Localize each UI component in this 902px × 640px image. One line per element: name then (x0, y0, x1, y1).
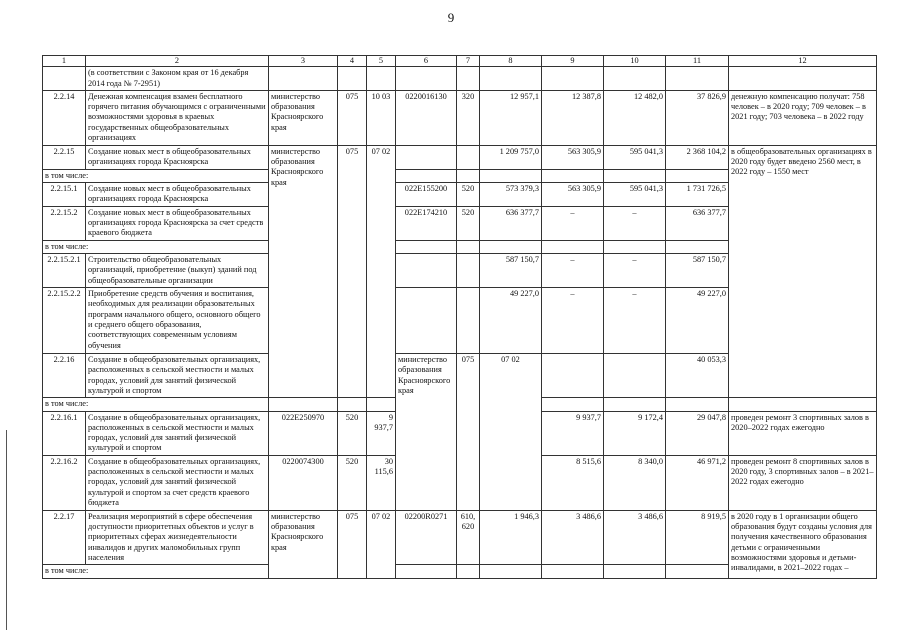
csr-code: 022E250970 (269, 411, 338, 455)
csr-code: 022E155200 (396, 183, 457, 207)
col-header: 6 (396, 56, 457, 67)
col-header: 1 (43, 56, 86, 67)
value-2021: 563 305,9 (542, 183, 604, 207)
row-number: 2.2.15.1 (43, 183, 86, 207)
agency: министерство образования Красноярского края (396, 354, 457, 511)
csr-code: 0220016130 (396, 90, 457, 145)
row-number: 2.2.16 (43, 354, 86, 398)
value-2022: – (604, 288, 666, 354)
value-2020: 587 150,7 (480, 254, 542, 288)
vr-code: 320 (457, 90, 480, 145)
table-row (43, 90, 877, 145)
page-number: 9 (447, 10, 455, 25)
csr-code: 022E174210 (396, 206, 457, 240)
value-2022: 8 340,0 (604, 455, 666, 510)
value-total: 636 377,7 (666, 206, 729, 240)
col-header: 2 (86, 56, 269, 67)
csr-code (396, 145, 457, 169)
grbs-code: 075 (457, 354, 480, 511)
measure-name: Реализация мероприятий в сфере обеспечения доступности приоритетных объектов и услуг в приоритетных сферах жизнедеятельности инвалидов и других маломобильных групп населения (86, 510, 269, 564)
value-2020: 636 377,7 (480, 206, 542, 240)
including-label: в том числе: (43, 240, 269, 253)
row-number: 2.2.15.2.1 (43, 254, 86, 288)
col-header: 7 (457, 56, 480, 67)
row-number: 2.2.17 (43, 510, 86, 564)
value-2020: 12 957,1 (480, 90, 542, 145)
value-2020: 49 227,0 (480, 288, 542, 354)
col-header: 4 (338, 56, 367, 67)
col-header: 9 (542, 56, 604, 67)
col-header: 8 (480, 56, 542, 67)
expected-result: в общеобразовательных организациях в 2020 году будет введено 2560 мест, в 2022 году – 1550 мест (729, 145, 877, 397)
expected-result: денежную компенсацию получат: 758 человек – в 2020 году; 709 человек – в 2021 году; 703 человека – в 2022 году (729, 90, 877, 145)
row-number: 2.2.14 (43, 90, 86, 145)
value-2021: – (542, 206, 604, 240)
row-number: 2.2.15.2 (43, 206, 86, 240)
col-header: 5 (367, 56, 396, 67)
value-2022: – (604, 206, 666, 240)
value-2022: 3 486,6 (604, 510, 666, 564)
rz-pr-code: 10 03 (367, 90, 396, 145)
rz-pr-code: 07 02 (367, 510, 396, 578)
value-2021: 8 515,6 (542, 455, 604, 510)
vr-code (457, 145, 480, 169)
measure-name: (в соответствии с Законом края от 16 декабря 2014 года № 7-2951) (86, 67, 269, 91)
including-label: в том числе: (43, 398, 269, 411)
vr-code: 520 (338, 411, 367, 455)
table-row (43, 145, 877, 169)
value-total: 8 919,5 (666, 510, 729, 564)
value-2020: 30 115,6 (367, 455, 396, 510)
value-total: 37 826,9 (666, 90, 729, 145)
measure-name: Приобретение средств обучения и воспитания, необходимых для реализации образовательных программ начального общего, основного общего и среднего общего образования, соответствующих современным условиям обучения (86, 288, 269, 354)
table-row (43, 67, 877, 91)
col-header: 3 (269, 56, 338, 67)
grbs-code: 075 (338, 145, 367, 397)
col-header: 10 (604, 56, 666, 67)
col-header: 12 (729, 56, 877, 67)
value-2021: 9 937,7 (542, 411, 604, 455)
program-measures-table (42, 55, 877, 579)
value-2020: 9 937,7 (367, 411, 396, 455)
measure-name: Создание новых мест в общеобразовательных организациях города Красноярска за счет средств краевого бюджета (86, 206, 269, 240)
measure-name: Создание новых мест в общеобразовательных организациях города Красноярска (86, 145, 269, 169)
row-number: 2.2.16.1 (43, 411, 86, 455)
agency: министерство образования Красноярского края (269, 145, 338, 397)
row-number: 2.2.15.2.2 (43, 288, 86, 354)
measure-name: Создание новых мест в общеобразовательных организациях города Красноярска (86, 183, 269, 207)
value-2021: 3 486,6 (542, 510, 604, 564)
value-2020: 573 379,3 (480, 183, 542, 207)
value-2021: – (542, 288, 604, 354)
value-total: 49 227,0 (666, 288, 729, 354)
csr-code: 0220074300 (269, 455, 338, 510)
table-row (43, 510, 877, 564)
vr-code: 520 (457, 183, 480, 207)
value-2022: 595 041,3 (604, 145, 666, 169)
rz-pr-code: 07 02 (367, 145, 396, 397)
including-label: в том числе: (43, 169, 269, 182)
csr-code: 02200R0271 (396, 510, 457, 564)
value-total: 1 731 726,5 (666, 183, 729, 207)
value-2022: 12 482,0 (604, 90, 666, 145)
rz-pr-code: 07 02 (480, 354, 542, 511)
row-number: 2.2.15 (43, 145, 86, 169)
value-2021: – (542, 254, 604, 288)
row-number: 2.2.16.2 (43, 455, 86, 510)
value-total: 46 971,2 (666, 455, 729, 510)
value-2022: – (604, 254, 666, 288)
value-2020: 40 053,3 (666, 354, 729, 398)
measure-name: Создание в общеобразовательных организациях, расположенных в сельской местности и малых городах, условий для занятий физической культурой и спортом (86, 411, 269, 455)
value-2021: 12 387,8 (542, 90, 604, 145)
measure-name: Создание в общеобразовательных организациях, расположенных в сельской местности и малых городах, условий для занятий физической культурой и спортом за счет средств краевого бюджета (86, 455, 269, 510)
vr-code: 520 (457, 206, 480, 240)
value-2022: 9 172,4 (604, 411, 666, 455)
column-number-row (43, 56, 877, 67)
measure-name: Строительство общеобразовательных организаций, приобретение (выкуп) зданий под общеобразовательные организации (86, 254, 269, 288)
grbs-code: 075 (338, 90, 367, 145)
value-2022: 595 041,3 (604, 183, 666, 207)
value-2021: 563 305,9 (542, 145, 604, 169)
agency: министерство образования Красноярского края (269, 510, 338, 578)
value-total: 29 047,8 (666, 411, 729, 455)
col-header: 11 (666, 56, 729, 67)
margin-line (6, 430, 7, 630)
value-total: 587 150,7 (666, 254, 729, 288)
expected-result: проведен ремонт 8 спортивных залов в 2020 году, 3 спортивных залов – в 2021–2022 годах ежегодно (729, 455, 877, 510)
expected-result: в 2020 году в 1 организации общего образования будут созданы условия для получения качественного образования детьми с ограниченными возможностями здоровья и детьми-инвалидами, в 2021–2022 годах – (729, 510, 877, 578)
measure-name: Создание в общеобразовательных организациях, расположенных в сельской местности и малых городах, условий для занятий физической культурой и спортом (86, 354, 269, 398)
including-label: в том числе: (43, 565, 269, 578)
value-2020: 1 946,3 (480, 510, 542, 564)
vr-code: 610, 620 (457, 510, 480, 564)
measure-name: Денежная компенсация взамен бесплатного горячего питания обучающимся с ограниченными возможностями здоровья в краевых государственных общеобразовательных организациях (86, 90, 269, 145)
agency: министерство образования Красноярского края (269, 90, 338, 145)
value-total: 2 368 104,2 (666, 145, 729, 169)
grbs-code: 075 (338, 510, 367, 578)
value-2020: 1 209 757,0 (480, 145, 542, 169)
expected-result: проведен ремонт 3 спортивных залов в 2020–2022 годах ежегодно (729, 411, 877, 455)
vr-code: 520 (338, 455, 367, 510)
